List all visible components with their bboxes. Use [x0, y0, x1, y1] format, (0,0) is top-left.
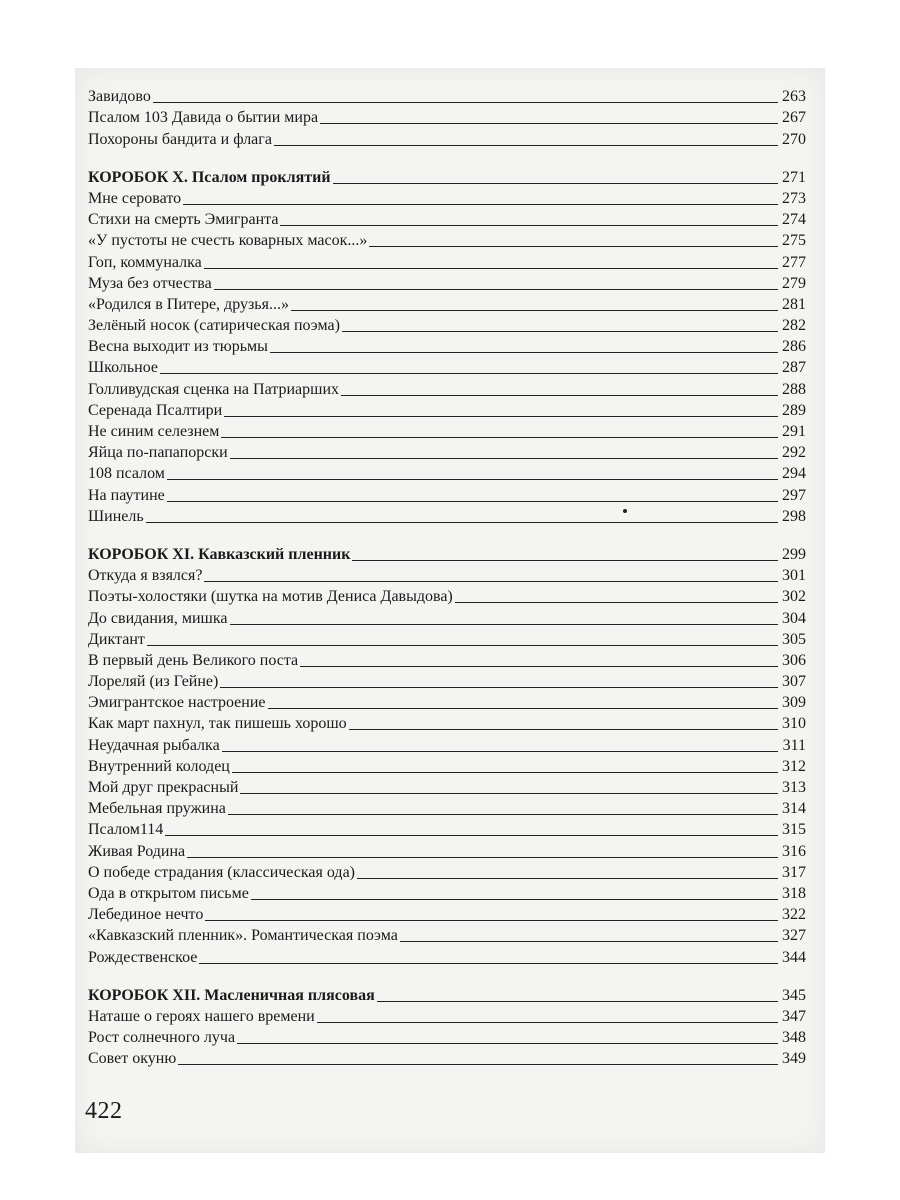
page-number: 422 — [85, 1098, 123, 1124]
ink-speck — [623, 509, 627, 513]
leader-line — [165, 835, 778, 836]
entry-page: 306 — [782, 651, 806, 669]
leader-line — [352, 560, 778, 561]
entry-page: 305 — [782, 630, 806, 648]
leader-line — [341, 395, 778, 396]
table-of-contents — [88, 86, 806, 1069]
leader-line — [146, 522, 778, 523]
leader-line — [205, 920, 778, 921]
entry-title: Яйца по-папапорски — [88, 444, 228, 462]
entry-title: До свидания, мишка — [88, 609, 228, 627]
entry-page: 270 — [782, 130, 806, 148]
entry-title: Рождественское — [88, 948, 198, 966]
entry-title: Гоп, коммуналка — [88, 253, 202, 271]
entry-page: 349 — [782, 1050, 806, 1068]
entry-title: Псалом114 — [88, 821, 164, 839]
entry-title: Откуда я взялся? — [88, 567, 203, 585]
entry-page: 275 — [782, 232, 806, 250]
toc-entry — [88, 357, 806, 378]
entry-title: Поэты-холостяки (шутка на мотив Дениса Давыдова) — [88, 588, 453, 606]
section-gap — [88, 527, 806, 544]
toc-entry — [88, 840, 806, 861]
toc-entry — [88, 230, 806, 251]
entry-page: 307 — [782, 673, 806, 691]
book-page — [75, 68, 825, 1153]
entry-page: 279 — [782, 274, 806, 292]
entry-title: Шинель — [88, 507, 144, 525]
section-heading-title: КОРОБОК XI. Кавказский пленник — [88, 545, 351, 563]
entry-title: Неудачная рыбалка — [88, 736, 220, 754]
toc-entry — [88, 713, 806, 734]
toc-entry — [88, 734, 806, 755]
toc-entry — [88, 756, 806, 777]
entry-page: 322 — [782, 906, 806, 924]
toc-entry — [88, 400, 806, 421]
entry-title: Совет окуню — [88, 1050, 177, 1068]
toc-entry — [88, 294, 806, 315]
entry-title: О победе страдания (классическая ода) — [88, 863, 355, 881]
leader-line — [167, 479, 778, 480]
toc-entry — [88, 209, 806, 230]
section-heading — [88, 985, 806, 1006]
entry-title: Эмигрантское настроение — [88, 694, 266, 712]
leader-line — [220, 687, 778, 688]
entry-title: Лебединое нечто — [88, 906, 204, 924]
leader-line — [167, 501, 778, 502]
entry-title: Похороны бандита и флага — [88, 130, 272, 148]
toc-entry — [88, 107, 806, 128]
leader-line — [153, 102, 778, 103]
section-heading — [88, 544, 806, 565]
entry-page: 291 — [782, 423, 806, 440]
leader-line — [369, 246, 778, 247]
entry-page: 282 — [782, 317, 806, 335]
toc-entry — [88, 692, 806, 713]
leader-line — [221, 437, 778, 438]
toc-entry — [88, 1048, 806, 1069]
leader-line — [291, 310, 778, 311]
section-heading-page: 345 — [782, 986, 806, 1004]
entry-page: 347 — [782, 1007, 806, 1025]
entry-title: Стихи на смерть Эмигранта — [88, 211, 279, 229]
leader-line — [455, 602, 778, 603]
entry-page: 277 — [782, 253, 806, 271]
entry-title: «У пустоты не счесть коварных масок...» — [88, 232, 368, 250]
toc-entry — [88, 506, 806, 527]
section-heading-title: КОРОБОК XII. Масленичная плясовая — [88, 986, 375, 1004]
entry-page: 327 — [782, 927, 806, 945]
toc-entry — [88, 336, 806, 357]
leader-line — [280, 225, 778, 226]
entry-title: 108 псалом — [88, 465, 165, 483]
toc-entry — [88, 629, 806, 650]
entry-page: 286 — [782, 338, 806, 356]
entry-page: 263 — [782, 88, 806, 106]
toc-entry — [88, 650, 806, 671]
entry-page: 302 — [782, 588, 806, 606]
leader-line — [237, 1043, 778, 1044]
entry-title: Голливудская сценка на Патриарших — [88, 380, 339, 398]
toc-entry — [88, 378, 806, 399]
entry-title: Лореляй (из Гейне) — [88, 673, 219, 691]
entry-title: Мне серовато — [88, 189, 182, 207]
toc-entry — [88, 86, 806, 107]
leader-line — [178, 1064, 778, 1065]
entry-title: Псалом 103 Давида о бытии мира — [88, 109, 319, 127]
toc-entry — [88, 777, 806, 798]
entry-page: 314 — [782, 800, 806, 818]
entry-title: Внутренний колодец — [88, 757, 230, 775]
toc-entry — [88, 188, 806, 209]
leader-line — [204, 581, 778, 582]
toc-entry — [88, 904, 806, 925]
leader-line — [228, 814, 778, 815]
toc-entry — [88, 273, 806, 294]
entry-title: Мой друг прекрасный — [88, 779, 239, 796]
entry-page: 318 — [782, 884, 806, 902]
leader-line — [377, 1001, 778, 1002]
toc-entry — [88, 798, 806, 819]
entry-title: Как март пахнул, так пишешь хорошо — [88, 715, 347, 733]
leader-line — [222, 751, 778, 752]
leader-line — [230, 458, 778, 459]
toc-entry — [88, 128, 806, 149]
leader-line — [320, 123, 778, 124]
section-gap — [88, 968, 806, 985]
entry-title: «Кавказский пленник». Романтическая поэма — [88, 927, 398, 945]
leader-line — [270, 352, 778, 353]
leader-line — [187, 857, 778, 858]
entry-title: В первый день Великого поста — [88, 651, 299, 669]
toc-entry — [88, 421, 806, 442]
toc-entry — [88, 565, 806, 586]
entry-page: 316 — [782, 842, 806, 860]
leader-line — [300, 666, 778, 667]
entry-page: 298 — [782, 507, 806, 525]
leader-line — [199, 963, 778, 964]
toc-entry — [88, 251, 806, 272]
leader-line — [342, 331, 778, 332]
toc-entry — [88, 1027, 806, 1048]
entry-page: 313 — [782, 779, 806, 796]
entry-page: 287 — [782, 359, 806, 377]
entry-title: Школьное — [88, 359, 159, 377]
section-heading-title: КОРОБОК X. Псалом проклятий — [88, 168, 331, 186]
leader-line — [232, 772, 778, 773]
entry-page: 294 — [782, 465, 806, 483]
leader-line — [230, 624, 779, 625]
leader-line — [204, 268, 778, 269]
toc-entry — [88, 1006, 806, 1027]
section-heading-page: 271 — [782, 168, 806, 186]
entry-page: 281 — [782, 295, 806, 313]
entry-title: Диктант — [88, 630, 145, 648]
entry-title: Наташе о героях нашего времени — [88, 1007, 315, 1025]
entry-page: 289 — [782, 401, 806, 419]
entry-page: 348 — [782, 1029, 806, 1047]
toc-entry — [88, 671, 806, 692]
entry-page: 311 — [782, 736, 806, 754]
toc-entry — [88, 484, 806, 505]
entry-title: Завидово — [88, 88, 151, 106]
leader-line — [224, 416, 778, 417]
entry-title: Зелёный носок (сатирическая поэма) — [88, 317, 340, 335]
leader-line — [317, 1022, 778, 1023]
toc-entry — [88, 946, 806, 967]
leader-line — [268, 708, 779, 709]
leader-line — [147, 645, 778, 646]
leader-line — [400, 941, 778, 942]
toc-entry — [88, 883, 806, 904]
entry-page: 304 — [782, 609, 806, 627]
entry-page: 288 — [782, 380, 806, 398]
leader-line — [333, 183, 778, 184]
toc-entry — [88, 819, 806, 840]
entry-page: 292 — [782, 444, 806, 462]
entry-page: 274 — [782, 211, 806, 229]
leader-line — [160, 373, 778, 374]
entry-page: 315 — [782, 821, 806, 839]
entry-title: Рост солнечного луча — [88, 1029, 236, 1047]
toc-entry — [88, 315, 806, 336]
leader-line — [349, 729, 778, 730]
entry-page: 301 — [782, 567, 806, 585]
toc-entry — [88, 862, 806, 883]
entry-page: 312 — [782, 757, 806, 775]
section-heading — [88, 167, 806, 188]
leader-line — [274, 145, 778, 146]
entry-page: 273 — [782, 189, 806, 207]
leader-line — [251, 899, 778, 900]
entry-title: На паутине — [88, 486, 165, 504]
entry-page: 344 — [782, 948, 806, 966]
entry-page: 317 — [782, 863, 806, 881]
entry-title: Ода в открытом письме — [88, 884, 249, 902]
leader-line — [214, 289, 778, 290]
toc-entry — [88, 925, 806, 946]
toc-entry — [88, 442, 806, 463]
toc-entry — [88, 463, 806, 484]
entry-title: Весна выходит из тюрьмы — [88, 338, 268, 356]
entry-title: Серенада Псалтири — [88, 401, 223, 419]
entry-title: «Родился в Питере, друзья...» — [88, 295, 289, 313]
entry-title: Живая Родина — [88, 842, 186, 860]
section-gap — [88, 150, 806, 167]
section-heading-page: 299 — [782, 545, 806, 563]
toc-entry — [88, 607, 806, 628]
entry-page: 309 — [782, 694, 806, 712]
entry-page: 297 — [782, 486, 806, 504]
entry-page: 267 — [782, 109, 806, 127]
entry-page: 310 — [782, 715, 806, 733]
entry-title: Мебельная пружина — [88, 800, 226, 818]
entry-title: Муза без отчества — [88, 274, 212, 292]
leader-line — [183, 204, 778, 205]
leader-line — [240, 793, 778, 794]
toc-entry — [88, 586, 806, 607]
entry-title: Не синим селезнем — [88, 423, 220, 440]
leader-line — [357, 878, 778, 879]
